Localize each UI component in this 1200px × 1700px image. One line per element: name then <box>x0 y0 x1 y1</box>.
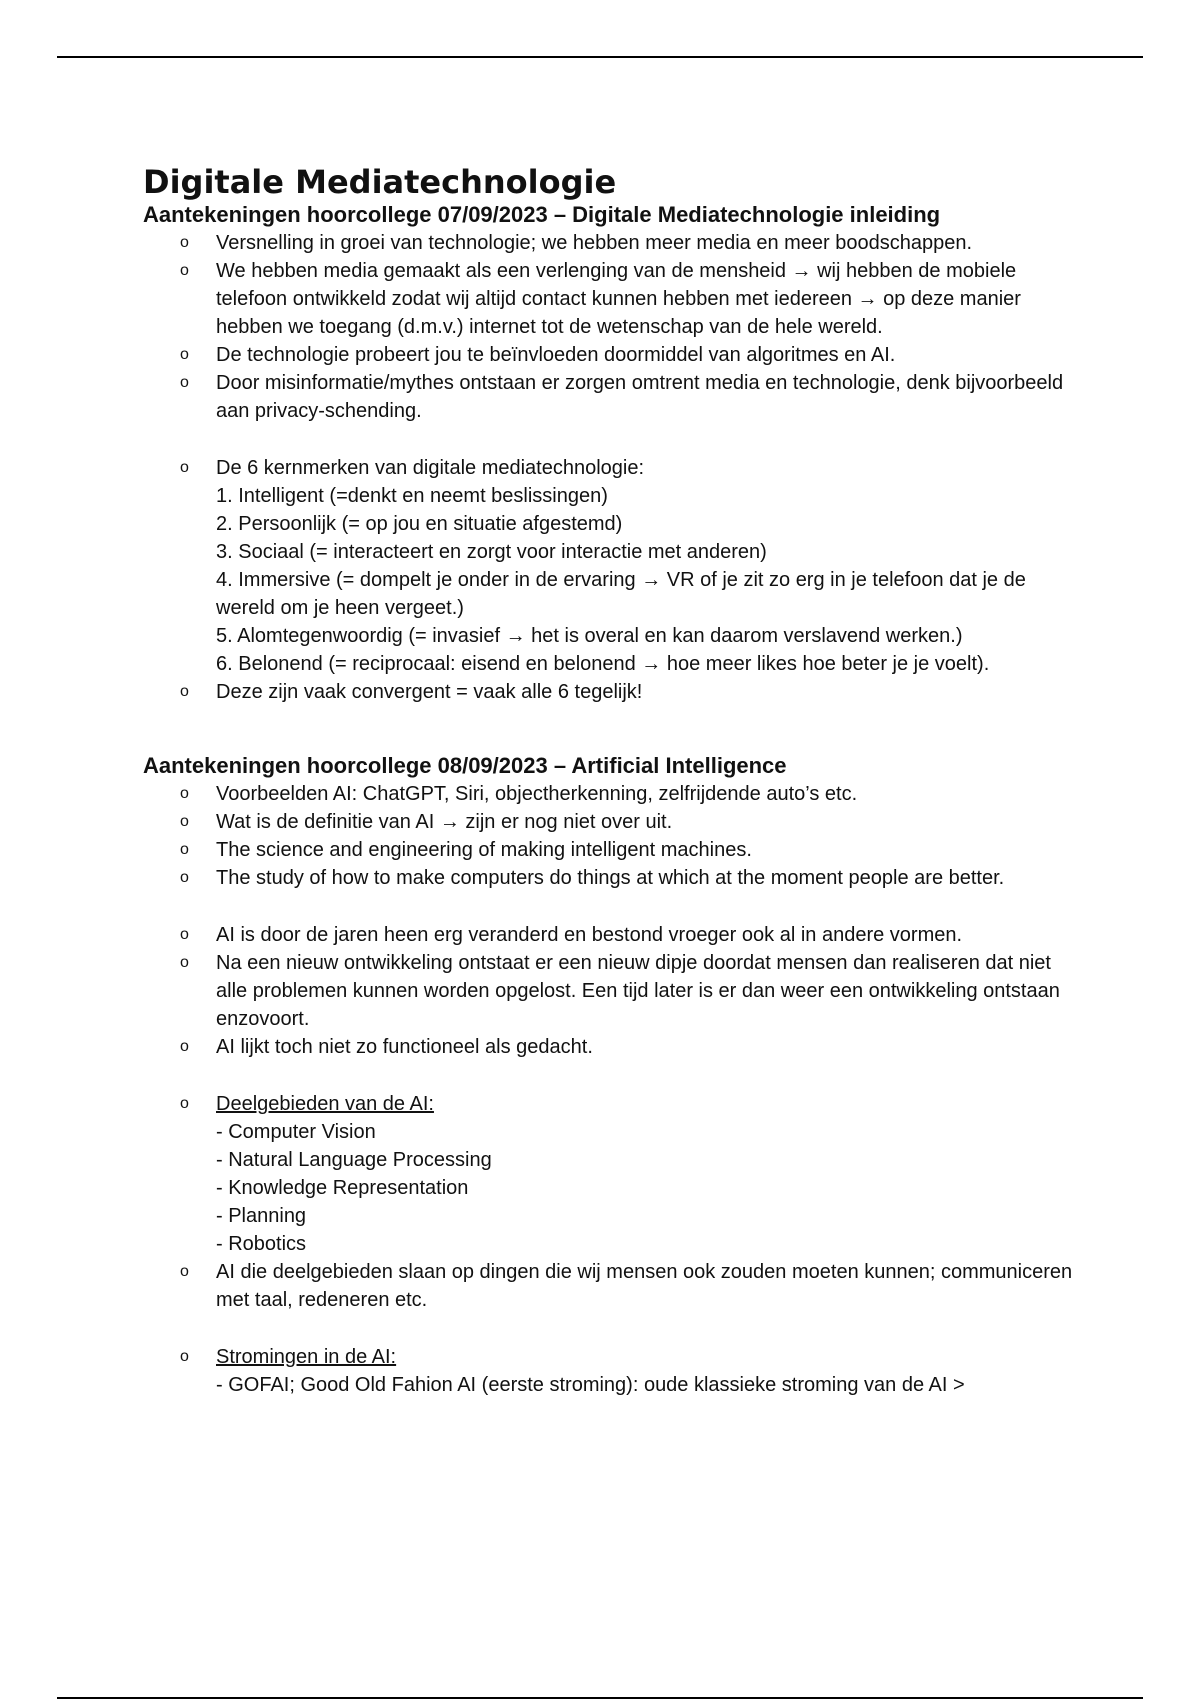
stroming-item: - GOFAI; Good Old Fahion AI (eerste stroming): oude klassieke stroming van de AI > <box>216 1374 965 1396</box>
kenmerk-item: 1. Intelligent (=denkt en neemt beslissingen) <box>216 485 608 507</box>
kenmerk-item: 6. Belonend (= reciprocaal: eisend en belonend → hoe meer likes hoe beter je je voelt). <box>216 653 990 675</box>
bullet-icon: o <box>180 785 189 802</box>
list-item: o The study of how to make computers do things at which at the moment people are better. <box>143 864 1083 892</box>
deelgebieden-heading: Deelgebieden van de AI: <box>216 1093 434 1115</box>
bullet-icon: o <box>180 1038 189 1055</box>
bullet-icon: o <box>180 926 189 943</box>
deelgebied-item: - Planning <box>216 1205 307 1227</box>
list-item <box>143 1343 1083 1399</box>
list-item <box>143 454 1083 678</box>
bottom-rule <box>57 1697 1143 1699</box>
deelgebied-item: - Computer Vision <box>216 1121 376 1143</box>
deelgebied-item: - Knowledge Representation <box>216 1177 469 1199</box>
document-title: Digitale Mediatechnologie <box>143 163 617 201</box>
deelgebieden-list <box>143 1090 1083 1314</box>
document-body <box>143 163 1083 1399</box>
spacer <box>143 1061 1083 1090</box>
deelgebied-item: - Natural Language Processing <box>216 1149 492 1171</box>
bullet-icon: o <box>180 262 189 279</box>
section-heading-1: Aantekeningen hoorcollege 07/09/2023 – Digitale Mediatechnologie inleiding <box>143 202 941 227</box>
kenmerk-item: 3. Sociaal (= interacteert en zorgt voor interactie met anderen) <box>216 541 767 563</box>
list-item: o Voorbeelden AI: ChatGPT, Siri, objectherkenning, zelfrijdende auto’s etc. <box>143 780 1083 808</box>
list-item: o Wat is de definitie van AI → zijn er nog niet over uit. <box>143 808 1083 836</box>
kenmerken-list <box>143 454 1083 706</box>
stromingen-heading: Stromingen in de AI: <box>216 1346 397 1368</box>
bullet-icon: o <box>180 813 189 830</box>
bullet-icon: o <box>180 954 189 971</box>
spacer <box>143 425 1083 454</box>
bullet-icon: o <box>180 1263 189 1280</box>
bullet-icon: o <box>180 459 189 476</box>
bullet-icon: o <box>180 869 189 886</box>
section-1-list <box>143 229 1083 425</box>
spacer <box>143 1314 1083 1343</box>
bullet-icon: o <box>180 1095 189 1112</box>
top-rule <box>57 56 1143 58</box>
bullet-icon: o <box>180 374 189 391</box>
bullet-icon: o <box>180 841 189 858</box>
list-item: o AI is door de jaren heen erg veranderd en bestond vroeger ook al in andere vormen. <box>143 921 1083 949</box>
bullet-icon: o <box>180 1348 189 1365</box>
list-item: o We hebben media gemaakt als een verlenging van de mensheid → wij hebben de mobiele telefoon ontwikkeld zodat wij altijd contact kunnen hebben met iedereen → op deze manier hebben we toegang (d.m.v.) internet tot de wetenschap van de hele wereld. <box>143 257 1083 341</box>
list-item: o AI lijkt toch niet zo functioneel als gedacht. <box>143 1033 1083 1061</box>
deelgebied-item: - Robotics <box>216 1233 307 1255</box>
section-2-list-b <box>143 921 1083 1061</box>
bullet-icon: o <box>180 683 189 700</box>
list-item <box>143 1090 1083 1258</box>
spacer <box>143 706 1083 752</box>
list-item: o Door misinformatie/mythes ontstaan er zorgen omtrent media en technologie, denk bijvoorbeeld aan privacy-schending. <box>143 369 1083 425</box>
kenmerk-item: 5. Alomtegenwoordig (= invasief → het is overal en kan daarom verslavend werken.) <box>216 625 963 647</box>
list-item: o Deze zijn vaak convergent = vaak alle 6 tegelijk! <box>143 678 1083 706</box>
bullet-icon: o <box>180 234 189 251</box>
list-item: o The science and engineering of making intelligent machines. <box>143 836 1083 864</box>
list-item: o AI die deelgebieden slaan op dingen die wij mensen ook zouden moeten kunnen; communiceren met taal, redeneren etc. <box>143 1258 1083 1314</box>
kenmerk-item: 2. Persoonlijk (= op jou en situatie afgestemd) <box>216 513 623 535</box>
list-item: o Na een nieuw ontwikkeling ontstaat er een nieuw dipje doordat mensen dan realiseren dat niet alle problemen kunnen worden opgelost. Een tijd later is er dan weer een ontwikkeling ontstaan enzovoort. <box>143 949 1083 1033</box>
stromingen-list <box>143 1343 1083 1399</box>
list-item: o Versnelling in groei van technologie; we hebben meer media en meer boodschappen. <box>143 229 1083 257</box>
kenmerken-intro: De 6 kernmerken van digitale mediatechnologie: <box>216 457 645 479</box>
bullet-icon: o <box>180 346 189 363</box>
section-heading-2: Aantekeningen hoorcollege 08/09/2023 – Artificial Intelligence <box>143 753 787 778</box>
section-2-list <box>143 780 1083 892</box>
kenmerk-item: 4. Immersive (= dompelt je onder in de ervaring → VR of je zit zo erg in je telefoon dat je de wereld om je heen vergeet.) <box>216 569 1026 619</box>
list-item: o De technologie probeert jou te beïnvloeden doormiddel van algoritmes en AI. <box>143 341 1083 369</box>
spacer <box>143 892 1083 921</box>
